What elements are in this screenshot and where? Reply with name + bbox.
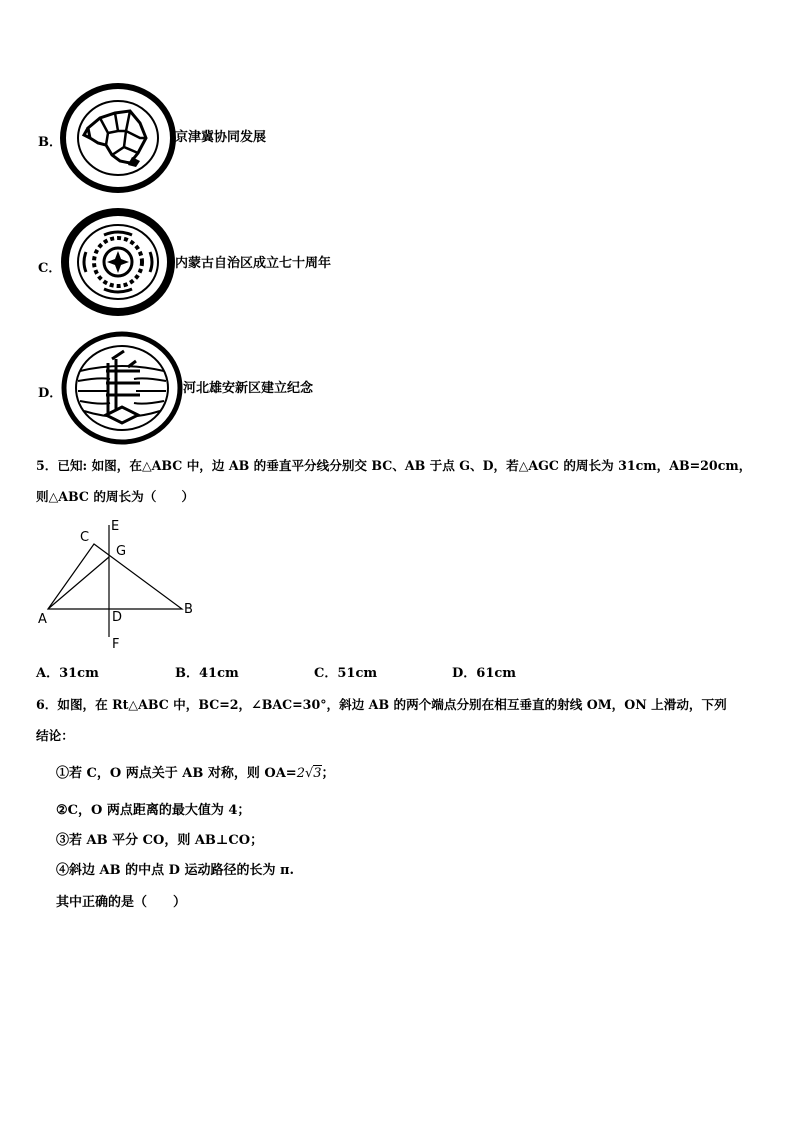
q6-statement-1-end: ； xyxy=(321,766,335,781)
q6-ask: 其中正确的是（ ） xyxy=(56,895,187,910)
q6-statement-1-radicand: 3 xyxy=(313,766,322,781)
q5-text-line1: 5．已知: 如图，在△ABC 中，边 AB 的垂直平分线分别交 BC、AB 于点 G、D，若△AGC 的周长为 31cm，AB=20cm， xyxy=(36,458,752,473)
q5-choice-a[interactable]: A．31cm xyxy=(36,666,99,681)
label-e: E xyxy=(111,519,120,534)
segment-ag xyxy=(48,557,109,609)
xiong-character-coin-icon xyxy=(60,331,184,445)
q6-statement-4: ④斜边 AB 的中点 D 运动路径的长为 π. xyxy=(56,863,295,878)
label-f: F xyxy=(112,637,120,652)
q6-statement-1 xyxy=(56,767,335,780)
q5-text-line2: 则△ABC 的周长为（ ） xyxy=(36,489,195,504)
q5-triangle-figure xyxy=(34,515,214,655)
triangle-abc xyxy=(48,544,182,609)
q5-choice-d[interactable]: D．61cm xyxy=(452,666,517,681)
q6-statement-3: ③若 AB 平分 CO，则 AB⊥CO； xyxy=(56,833,264,848)
q6-text-line2: 结论： xyxy=(36,728,74,743)
label-a: A xyxy=(38,612,47,627)
q6-statement-1-text: ①若 C，O 两点关于 AB 对称，则 OA= xyxy=(56,766,297,781)
option-c-caption: 内蒙古自治区成立七十周年 xyxy=(175,256,332,271)
q5-choice-c[interactable]: C．51cm xyxy=(314,666,378,681)
label-c: C xyxy=(80,530,90,545)
floral-coin-icon xyxy=(60,207,176,317)
label-d: D xyxy=(112,610,123,625)
q6-statement-1-number: 2 xyxy=(296,766,305,781)
label-g: G xyxy=(116,544,127,559)
q6-statement-2: ②C，O 两点距离的最大值为 4； xyxy=(56,803,251,818)
option-b-letter: B． xyxy=(38,135,62,150)
option-d-letter: D． xyxy=(38,386,63,401)
label-b: B xyxy=(184,602,193,617)
option-d-caption: 河北雄安新区建立纪念 xyxy=(183,381,314,396)
map-coin-icon xyxy=(60,83,176,193)
sqrt-symbol: √ xyxy=(304,766,314,781)
option-c-letter: C． xyxy=(38,261,62,276)
q5-choice-b[interactable]: B．41cm xyxy=(175,666,239,681)
option-b-caption: 京津冀协同发展 xyxy=(175,130,267,145)
q6-text-line1: 6．如图，在 Rt△ABC 中，BC=2，∠BAC=30°，斜边 AB 的两个端点分别在相互垂直的射线 OM，ON 上滑动，下列 xyxy=(36,697,727,712)
